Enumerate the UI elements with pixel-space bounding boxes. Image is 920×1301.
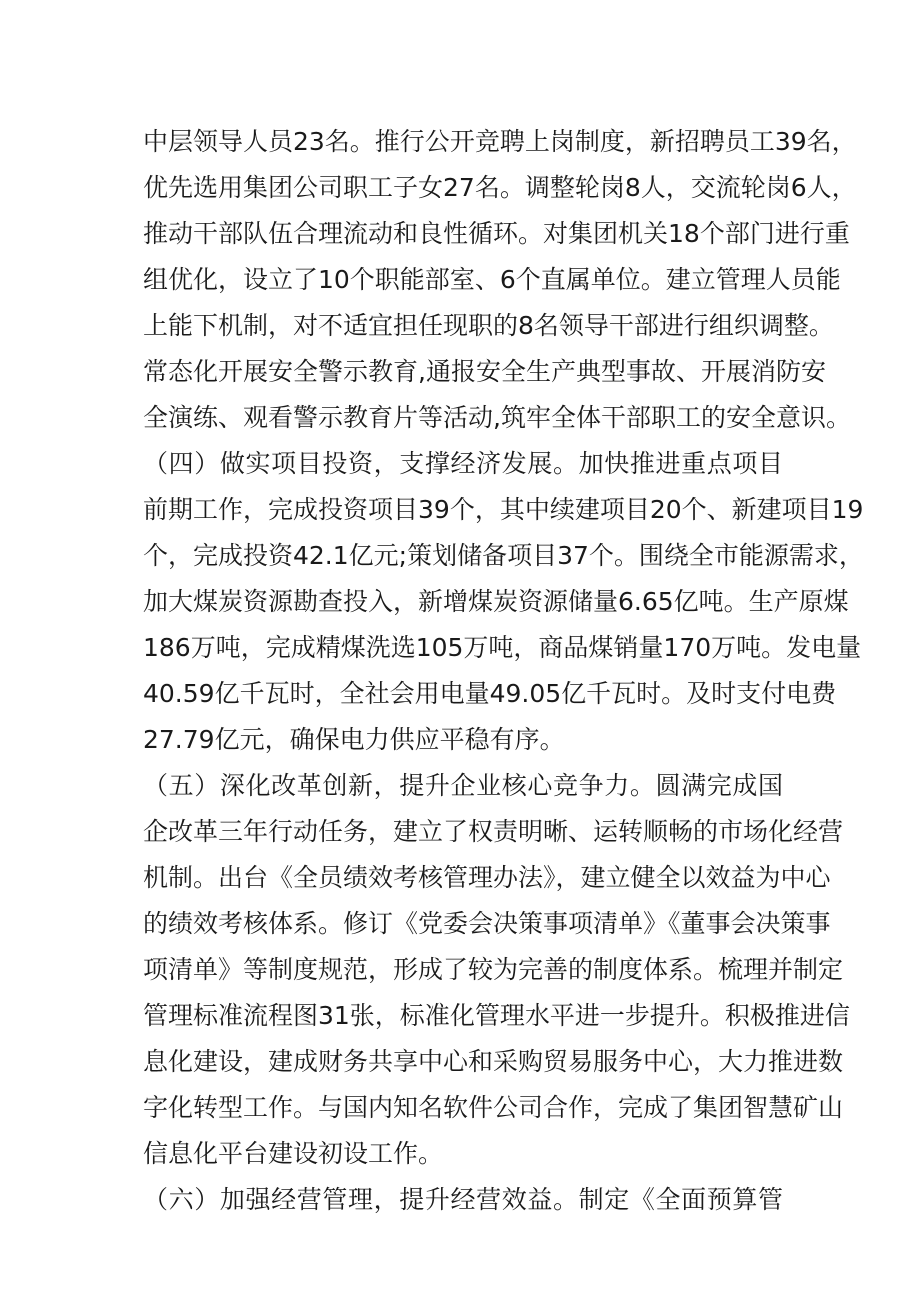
body-text-line: 27.79亿元，确保电力供应平稳有序。 [143,725,565,754]
body-text-line: 186万吨，完成精煤洗选105万吨，商品煤销量170万吨。发电量 [143,633,862,662]
body-text-line: 管理标准流程图31张，标准化管理水平进一步提升。积极推进信 [143,1001,850,1030]
body-text-line: 常态化开展安全警示教育,通报安全生产典型事故、开展消防安 [143,357,826,386]
body-text-line: 40.59亿千瓦时，全社会用电量49.05亿千瓦时。及时支付电费 [143,679,837,708]
body-text-line: 组优化，设立了10个职能部室、6个直属单位。建立管理人员能 [143,265,841,294]
body-text-line: 推动干部队伍合理流动和良性循环。对集团机关18个部门进行重 [143,219,850,248]
body-text-line: 机制。出台《全员绩效考核管理办法》，建立健全以效益为中心 [143,863,831,892]
body-text-line: 上能下机制，对不适宜担任现职的8名领导干部进行组织调整。 [143,311,834,340]
body-text-line: 中层领导人员23名。推行公开竞聘上岗制度，新招聘员工39名， [143,127,857,156]
body-text-line: 全演练、观看警示教育片等活动,筑牢全体干部职工的安全意识。 [143,403,851,432]
body-text-line: 优先选用集团公司职工子女27名。调整轮岗8人，交流轮岗6人， [143,173,857,202]
section-heading-line: （六）加强经营管理，提升经营效益。制定《全面预算管 [143,1185,783,1214]
body-text-line: 前期工作，完成投资项目39个，其中续建项目20个、新建项目19 [143,495,864,524]
body-text-line: 加大煤炭资源勘查投入，新增煤炭资源储量6.65亿吨。生产原煤 [143,587,849,616]
section-heading-line: （五）深化改革创新，提升企业核心竞争力。圆满完成国 [143,771,783,800]
body-text-line: 项清单》等制度规范，形成了较为完善的制度体系。梳理并制定 [143,955,844,984]
body-text-line: 息化建设，建成财务共享中心和采购贸易服务中心，大力推进数 [143,1047,844,1076]
body-text-line: 个，完成投资42.1亿元;策划储备项目37个。围绕全市能源需求， [143,541,864,570]
body-text-line: 字化转型工作。与国内知名软件公司合作，完成了集团智慧矿山 [143,1093,844,1122]
section-heading-line: （四）做实项目投资，支撑经济发展。加快推进重点项目 [143,449,783,478]
body-text-line: 信息化平台建设初设工作。 [143,1139,444,1168]
body-text-line: 企改革三年行动任务，建立了权责明晰、运转顺畅的市场化经营 [143,817,844,846]
body-text-line: 的绩效考核体系。修订《党委会决策事项清单》《董事会决策事 [143,909,831,938]
